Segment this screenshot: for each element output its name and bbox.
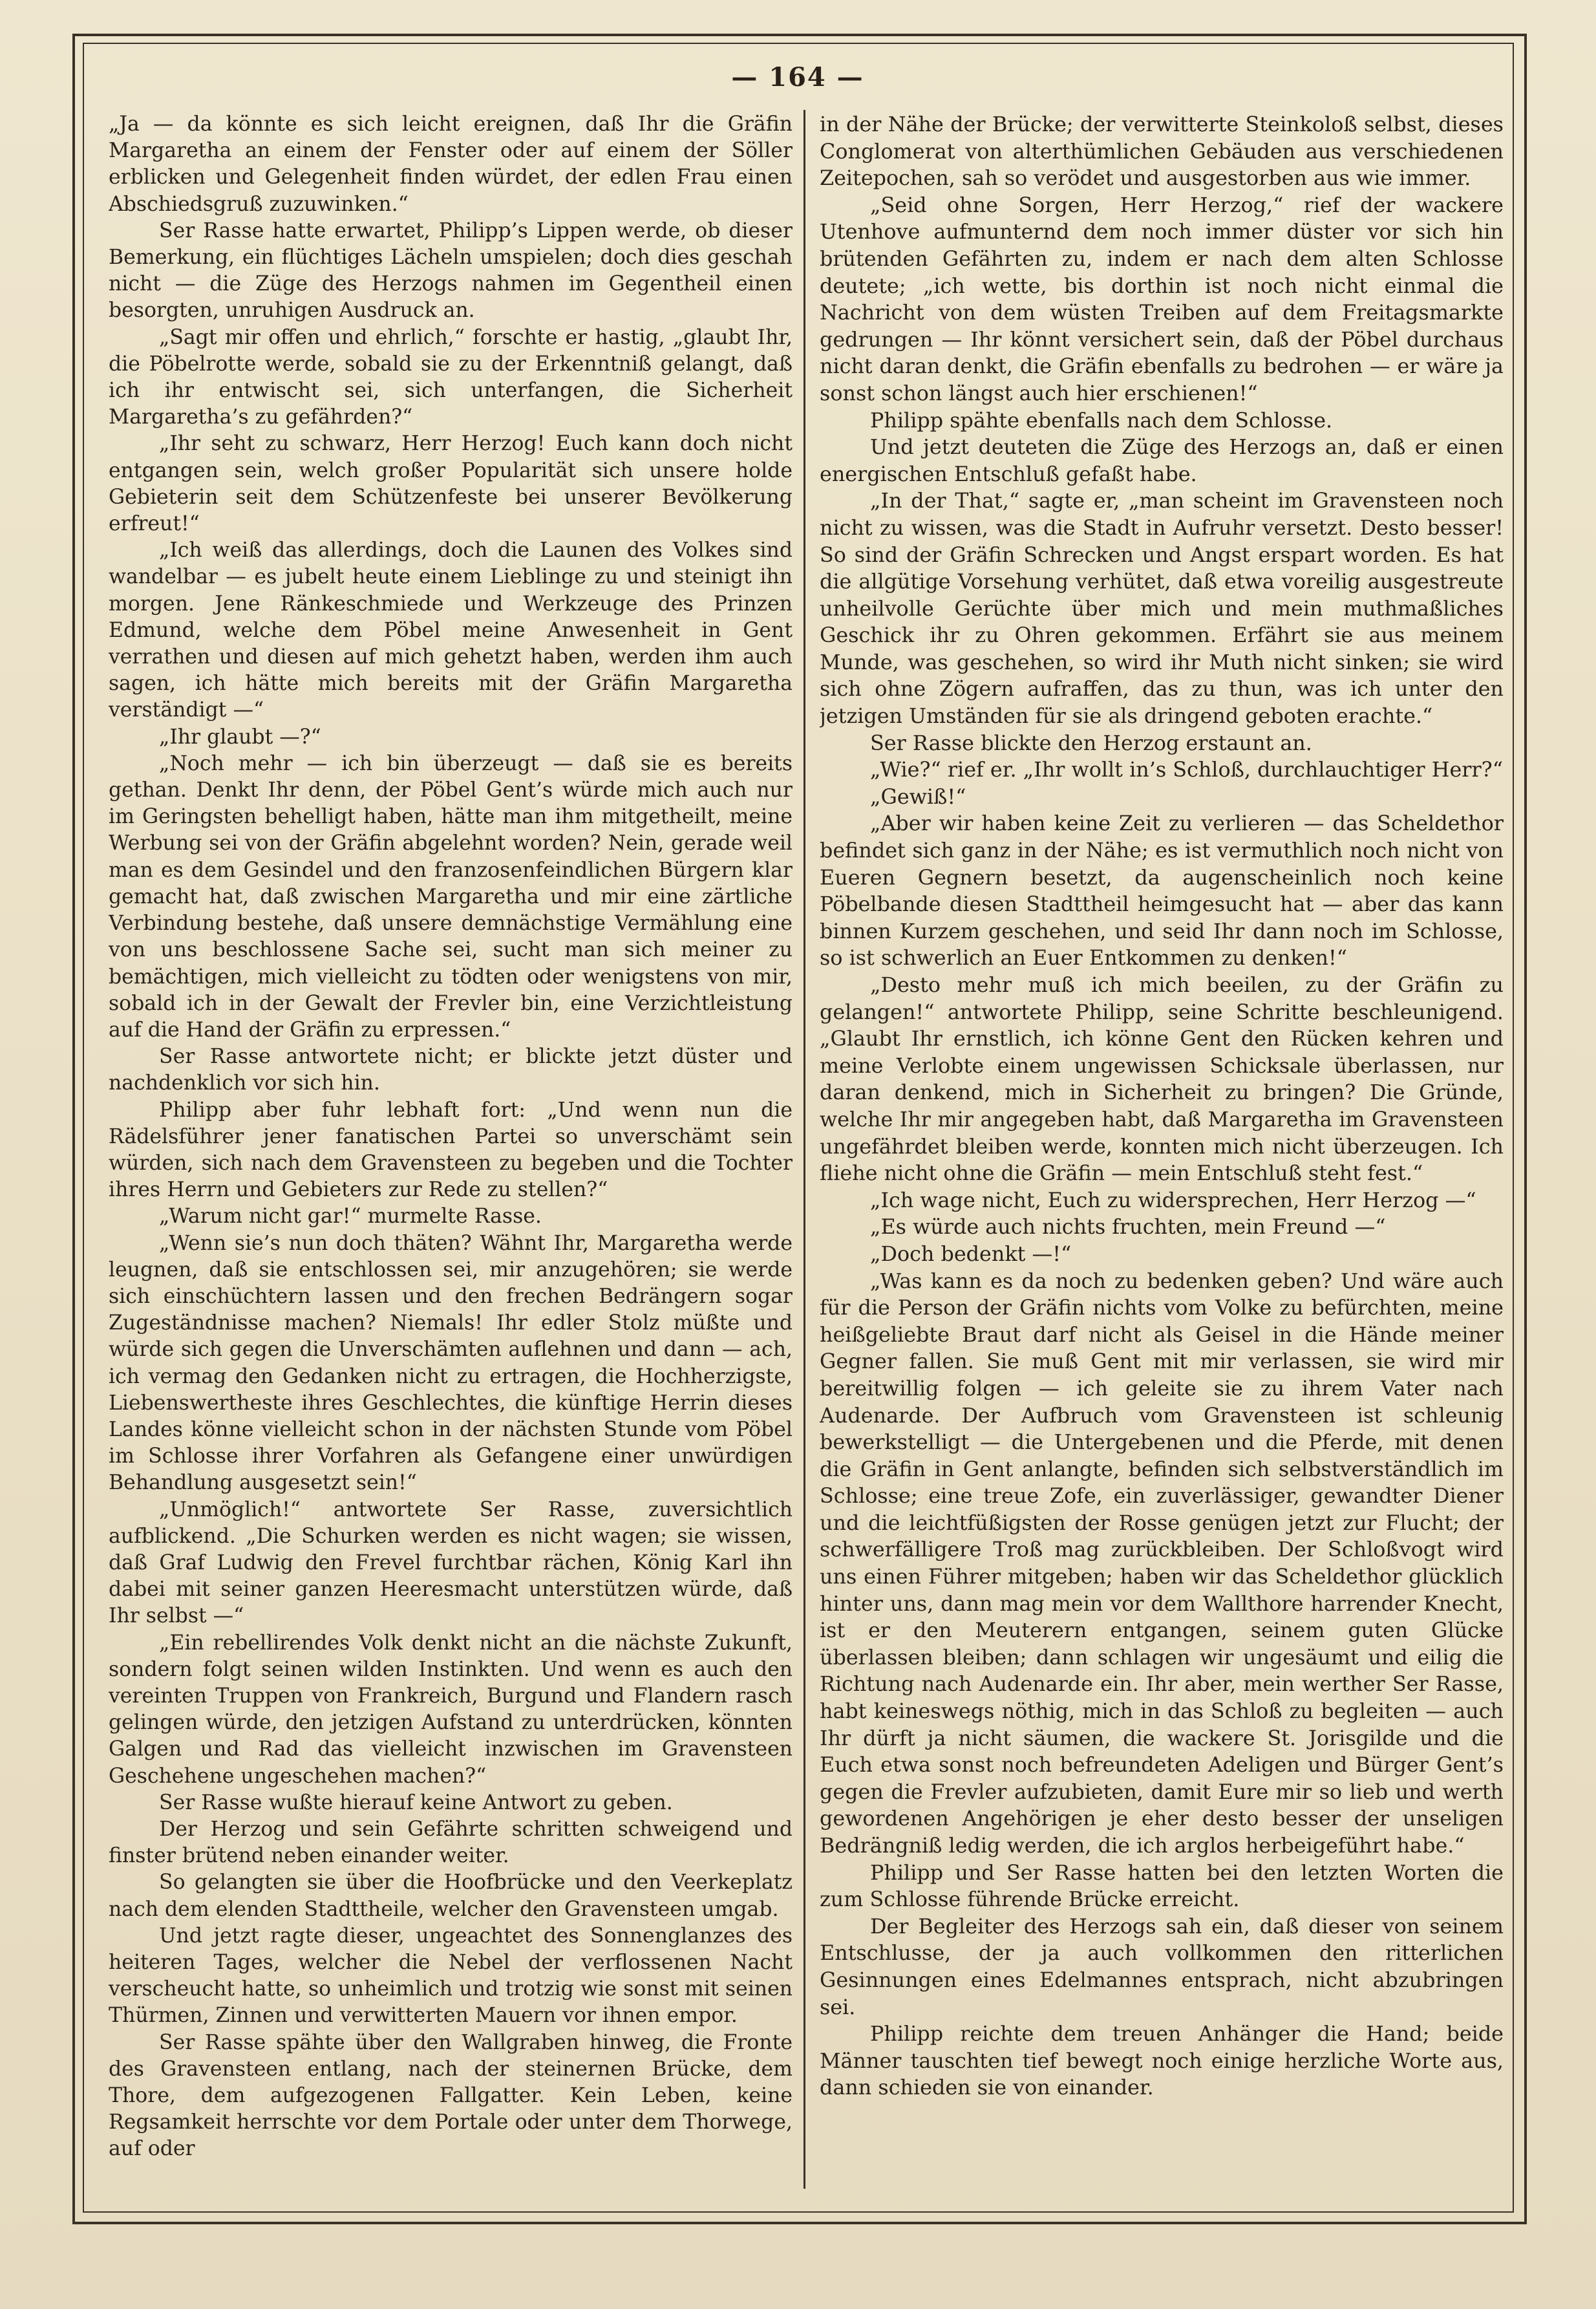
paragraph: Ser Rasse hatte erwartet, Philipp’s Lippen werde, ob dieser Bemerkung, ein flüchtiges Lächeln umspielen; doch dies geschah nicht — die Züge des Herzogs nahmen im Gegentheil einen besorgten, unruhigen Ausdruck an. [109,219,793,323]
paragraph: Ser Rasse blickte den Herzog erstaunt an. [870,731,1312,755]
paragraph: in der Nähe der Brücke; der verwitterte Steinkoloß selbst, dieses Conglomerat von alterthümlichen Gebäuden aus verschiedenen Zeitepochen, sah so verödet und ausgestorben aus wie immer. [820,113,1504,191]
paragraph: Philipp spähte ebenfalls nach dem Schlosse. [870,408,1333,433]
paragraph: „Aber wir haben keine Zeit zu verlieren — das Scheldethor befindet sich ganz in der Nähe; es ist vermuthlich noch nicht von Eueren Gegnern besetzt, da augenscheinlich noch keine Pöbelbande diesen Stadttheil heimgesucht hat — aber das kann binnen Kurzem geschehen, und seid Ihr dann noch im Schlosse, so ist schwerlich an Euer Entkommen zu denken!“ [820,811,1504,971]
paragraph: „Seid ohne Sorgen, Herr Herzog,“ rief der wackere Utenhove aufmunternd dem noch immer düster vor sich hin brütenden Gefährten zu, indem er nach dem alten Schlosse deutete; „ich wette, bis dorthin ist noch nicht einmal die Nachricht von dem wüsten Treiben auf dem Freitagsmarkte gedrungen — Ihr könnt versichert sein, daß der Pöbel durchaus nicht daran denkt, die Gräfin ebenfalls zu bedrohen — er wäre ja sonst schon längst auch hier erschienen!“ [820,193,1504,405]
paragraph: „Desto mehr muß ich mich beeilen, zu der Gräfin zu gelangen!“ antwortete Philipp, seine Schritte beschleunigend. „Glaubt Ihr ernstlich, ich könne Gent den Rücken kehren und meine Verlobte einem ungewissen Schicksale überlassen, nur daran denkend, mich in Sicherheit zu bringen? Die Gründe, welche Ihr mir angegeben habt, daß Margaretha im Gravensteen ungefährdet bleiben werde, konnten mich nicht überzeugen. Ich fliehe nicht ohne die Gräfin — mein Entschluß steht fest.“ [820,973,1504,1186]
paragraph: „In der That,“ sagte er, „man scheint im Gravensteen noch nicht zu wissen, was die Stadt in Aufruhr versetzt. Desto besser! So sind der Gräfin Schrecken und Angst erspart worden. Es hat die allgütige Vorsehung verhütet, daß etwa voreilig ausgestreute unheilvolle Gerüchte über mich und mein muthmaßliches Geschick ihr zu Ohren gekommen. Erfährt sie aus meinem Munde, was geschehen, so wird ihr Muth nicht sinken; sie wird sich ohne Zögern aufraffen, das zu thun, was ich unter den jetzigen Umständen für sie als dringend geboten erachte.“ [820,489,1504,729]
paragraph: Philipp und Ser Rasse hatten bei den letzten Worten die zum Schlosse führende Brücke erreicht. [820,1860,1504,1912]
paragraph: „Es würde auch nichts fruchten, mein Freund —“ [870,1215,1386,1240]
paragraph: Ser Rasse spähte über den Wallgraben hinweg, die Fronte des Gravensteen entlang, nach der steinernen Brücke, dem Thore, dem aufgezogenen Fallgatter. Kein Leben, keine Regsamkeit herrschte vor dem Portale oder unter dem Thorwege, auf oder [109,2030,793,2161]
paragraph: „Doch bedenkt —!“ [870,1241,1072,1266]
paragraph: Philipp aber fuhr lebhaft fort: „Und wenn nun die Rädelsführer jener fanatischen Partei so unverschämt sein würden, sich nach dem Gravensteen zu begeben und die Tochter ihres Herrn und Gebieters zur Rede zu stellen?“ [109,1098,793,1202]
paragraph: „Gewiß!“ [870,784,966,809]
paragraph: Ser Rasse antwortete nicht; er blickte jetzt düster und nachdenklich vor sich hin. [109,1045,793,1095]
paragraph: So gelangten sie über die Hoofbrücke und den Veerkeplatz nach dem elenden Stadttheile, welcher den Gravensteen umgab. [109,1871,793,1921]
paragraph: „Noch mehr — ich bin überzeugt — daß sie es bereits gethan. Denkt Ihr denn, der Pöbel Gent’s würde mich auch nur im Geringsten behelligt haben, hätte man ihm mitgetheilt, meine Werbung sei von der Gräfin abgelehnt worden? Nein, gerade weil man es dem Gesindel und den franzosenfeindlichen Bürgern klar gemacht hat, daß zwischen Margaretha und mir eine zärtliche Verbindung bestehe, daß unsere demnächstige Vermählung eine von uns beschlossene Sache sei, sucht man sich meiner zu bemächtigen, mich vielleicht zu tödten oder wenigstens von mir, sobald ich in der Gewalt der Frevler bin, eine Verzichtleistung auf die Hand der Gräfin zu erpressen.“ [109,751,793,1042]
paragraph: Philipp reichte dem treuen Anhänger die Hand; beide Männer tauschten tief bewegt noch einige herzliche Worte aus, dann schieden sie von einander. [820,2022,1504,2100]
paragraph: „Ein rebellirendes Volk denkt nicht an die nächste Zukunft, sondern folgt seinen wilden Instinkten. Und wenn es auch den vereinten Truppen von Frankreich, Burgund und Flandern rasch gelingen würde, den jetzigen Aufstand zu unterdrücken, könnten Galgen und Rad das vielleicht inzwischen im Gravensteen Geschehene ungeschehen machen?“ [109,1631,793,1788]
paragraph: „Sagt mir offen und ehrlich,“ forschte er hastig, „glaubt Ihr, die Pöbelrotte werde, sobald sie zu der Erkenntniß gelangt, daß ich ihr entwischt sei, sich unterfangen, die Sicherheit Margaretha’s zu gefährden?“ [109,325,793,429]
page-number: — 164 — [731,62,864,92]
paragraph: „Was kann es da noch zu bedenken geben? Und wäre auch für die Person der Gräfin nichts vom Volke zu befürchten, meine heißgeliebte Braut darf nicht als Geisel in die Hände meiner Gegner fallen. Sie muß Gent mit mir verlassen, sie wird mir bereitwillig folgen — ich geleite sie zu ihrem Vater nach Audenarde. Der Aufbruch vom Gravensteen ist schleunig bewerkstelligt — die Untergebenen und die Pferde, mit denen die Gräfin in Gent anlangte, befinden sich selbstverständlich im Schlosse; eine treue Zofe, ein zuverlässiger, gewandter Diener und die leichtfüßigsten der Rosse genügen jetzt zur Flucht; der schwerfälligere Troß mag zurückbleiben. Der Schloßvogt wird uns einen Führer mitgeben; haben wir das Scheldethor glücklich hinter uns, dann mag mein vor dem Wallthore harrender Knecht, ist er den Meuterern entgangen, seinem guten Glücke überlassen bleiben; dann schlagen wir ungesäumt und eilig die Richtung nach Audenarde ein. Ihr aber, mein werther Ser Rasse, habt keineswegs nöthig, mich in das Schloß zu begleiten — auch Ihr dürft ja nicht säumen, die wackere St. Jorisgilde und die Euch etwa sonst noch befreundeten Adeligen und Bürger Gent’s gegen die Frevler aufzubieten, damit Eure mir so lieb und werth gewordenen Angehörigen je eher desto besser der unseligen Bedrängniß ledig werden, die ich arglos herbeigeführt habe.“ [820,1269,1504,1858]
paragraph: „Warum nicht gar!“ murmelte Rasse. [159,1205,542,1229]
paragraph: „Wenn sie’s nun doch thäten? Wähnt Ihr, Margaretha werde leugnen, daß sie entschlossen sei, mir anzugehören; sie werde sich einschüchtern lassen und den frechen Bedrängern sogar Zugeständnisse machen? Niemals! Ihr edler Stolz müßte und würde sich gegen die Unverschämten auflehnen und dann — ach, ich vermag den Gedanken nicht zu ertragen, die Hochherzigste, Liebenswertheste ihres Geschlechtes, die künftige Herrin dieses Landes könne vielleicht schon in der nächsten Stunde vom Pöbel im Schlosse ihrer Vorfahren als Gefangene einer unwürdigen Behandlung ausgesetzt sein!“ [109,1231,793,1495]
paragraph: „Unmöglich!“ antwortete Ser Rasse, zuversichtlich aufblickend. „Die Schurken werden es nicht wagen; sie wissen, daß Graf Ludwig den Frevel furchtbar rächen, König Karl ihn dabei mit seiner ganzen Heeresmacht unterstützen würde, daß Ihr selbst —“ [109,1498,793,1628]
paragraph: Und jetzt deuteten die Züge des Herzogs an, daß er einen energischen Entschluß gefaßt habe. [820,435,1504,486]
right-column [820,111,1504,2190]
paragraph: Und jetzt ragte dieser, ungeachtet des Sonnenglanzes des heiteren Tages, welcher die Nebel der verflossenen Nacht verscheucht hatte, so unheimlich und trotzig wie sonst mit seinen Thürmen, Zinnen und verwitterten Mauern vor ihnen empor. [109,1924,793,2028]
paragraph: „Ich weiß das allerdings, doch die Launen des Volkes sind wandelbar — es jubelt heute einem Lieblinge zu und steinigt ihn morgen. Jene Ränkeschmiede und Werkzeuge des Prinzen Edmund, welche dem Pöbel meine Anwesenheit in Gent verrathen und diesen auf mich gehetzt haben, werden ihm auch sagen, ich hätte mich bereits mit der Gräfin Margaretha verständigt —“ [109,539,793,722]
paragraph: „Wie?“ rief er. „Ihr wollt in’s Schloß, durchlauchtiger Herr?“ [870,758,1503,782]
paragraph: Der Begleiter des Herzogs sah ein, daß dieser von seinem Entschlusse, der ja auch vollkommen den ritterlichen Gesinnungen eines Edelmannes entsprach, nicht abzubringen sei. [820,1914,1504,2019]
paragraph: „Ich wage nicht, Euch zu widersprechen, Herr Herzog —“ [870,1188,1476,1212]
paragraph: Ser Rasse wußte hierauf keine Antwort zu geben. [159,1790,673,1814]
paragraph: „Ihr glaubt —?“ [159,725,321,749]
paragraph: „Ja — da könnte es sich leicht ereignen, daß Ihr die Gräfin Margaretha an einem der Fenster oder auf einem der Söller erblicken und Gelegenheit finden würdet, der edlen Frau einen Abschiedsgruß zuzuwinken.“ [109,113,793,216]
paragraph: Der Herzog und sein Gefährte schritten schweigend und finster brütend neben einander weiter. [109,1818,793,1868]
column-divider [803,110,805,2189]
paragraph: „Ihr seht zu schwarz, Herr Herzog! Euch kann doch nicht entgangen sein, welch großer Popularität sich unsere holde Gebieterin seit dem Schützenfeste bei unserer Bevölkerung erfreut!“ [109,432,793,536]
left-column [109,111,793,2190]
